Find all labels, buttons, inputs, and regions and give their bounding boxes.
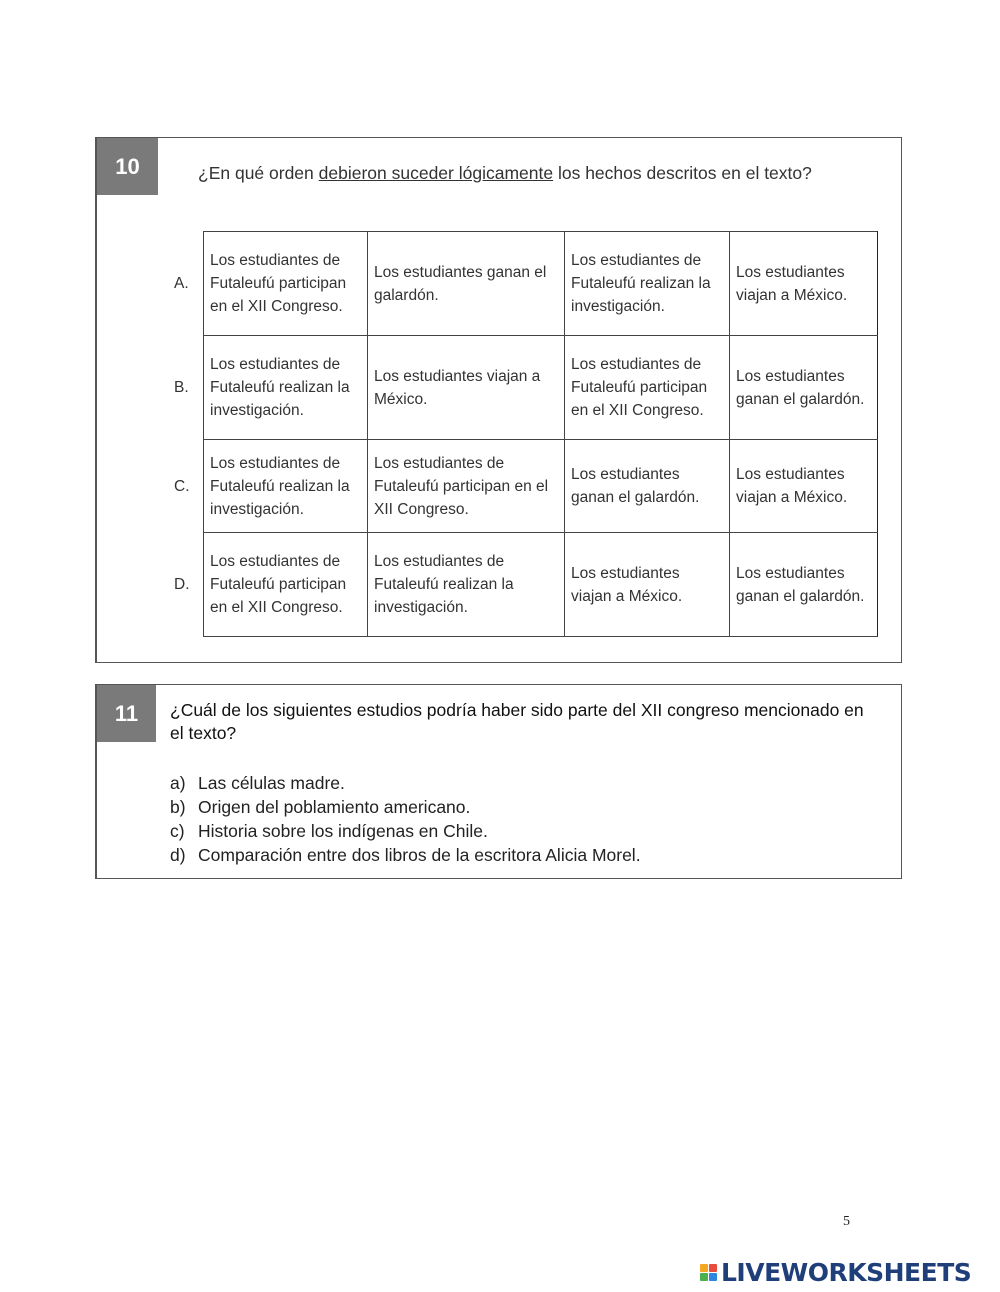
option-cell: Los estudiantes de Futaleufú realizan la investigación. [204, 440, 368, 533]
question-number: 11 [97, 685, 156, 742]
option-text: Origen del poblamiento americano. [198, 797, 471, 817]
option-label: A. [174, 275, 189, 292]
question-number: 10 [97, 138, 158, 195]
option-row-a[interactable] [174, 232, 878, 336]
option-label: B. [174, 379, 189, 396]
option-cell: Los estudiantes viajan a México. [730, 232, 878, 336]
option-text: Historia sobre los indígenas en Chile. [198, 821, 488, 841]
logo-square [700, 1273, 708, 1281]
option-cell: Los estudiantes de Futaleufú participan en el XII Congreso. [565, 336, 730, 440]
question-text-underlined: debieron suceder lógicamente [318, 163, 554, 183]
question-11-box [95, 684, 902, 879]
logo-square [700, 1264, 708, 1272]
answer-options-list [170, 771, 641, 867]
option-cell: Los estudiantes de Futaleufú participan en el XII Congreso. [204, 533, 368, 637]
option-label: C. [174, 477, 190, 495]
answer-option-a[interactable] [170, 771, 641, 795]
option-cell: Los estudiantes viajan a México. [730, 440, 878, 533]
option-letter: c) [170, 821, 185, 841]
option-cell: Los estudiantes de Futaleufú participan en el XII Congreso. [204, 232, 368, 336]
option-text: Las células madre. [198, 773, 345, 793]
question-text-part: los hechos descritos en el texto? [553, 163, 812, 183]
option-letter: d) [170, 845, 186, 865]
answer-option-b[interactable] [170, 795, 641, 819]
option-row-c[interactable] [174, 440, 878, 533]
option-cell: Los estudiantes de Futaleufú realizan la investigación. [565, 232, 730, 336]
question-text-part: ¿En qué orden [198, 163, 319, 183]
answer-option-c[interactable] [170, 819, 641, 843]
option-cell: Los estudiantes viajan a México. [368, 336, 565, 440]
logo-square [709, 1264, 717, 1272]
option-cell: Los estudiantes ganan el galardón. [730, 336, 878, 440]
option-cell: Los estudiantes de Futaleufú realizan la investigación. [368, 533, 565, 637]
option-text: Comparación entre dos libros de la escritora Alicia Morel. [198, 845, 641, 865]
option-row-b[interactable] [174, 336, 878, 440]
option-cell: Los estudiantes ganan el galardón. [565, 440, 730, 533]
option-row-d[interactable] [174, 533, 878, 637]
question-10-box [95, 137, 902, 663]
option-letter: b) [170, 797, 186, 817]
option-cell: Los estudiantes ganan el galardón. [730, 533, 878, 637]
option-cell: Los estudiantes ganan el galardón. [368, 232, 565, 336]
liveworksheets-logo-icon [700, 1264, 717, 1281]
question-text [198, 156, 860, 190]
answer-option-d[interactable] [170, 843, 641, 867]
page-number: 5 [843, 1214, 850, 1229]
brand-name: LIVEWORKSHEETS [721, 1258, 972, 1287]
option-cell: Los estudiantes de Futaleufú realizan la investigación. [204, 336, 368, 440]
option-label: D. [174, 576, 190, 593]
option-letter: a) [170, 773, 186, 793]
logo-square [709, 1273, 717, 1281]
options-table [174, 231, 878, 637]
option-cell: Los estudiantes viajan a México. [565, 533, 730, 637]
question-text: ¿Cuál de los siguientes estudios podría haber sido parte del XII congreso mencionado en el texto? [170, 700, 864, 743]
option-cell: Los estudiantes de Futaleufú participan en el XII Congreso. [368, 440, 565, 533]
brand-logo[interactable] [700, 1258, 971, 1287]
